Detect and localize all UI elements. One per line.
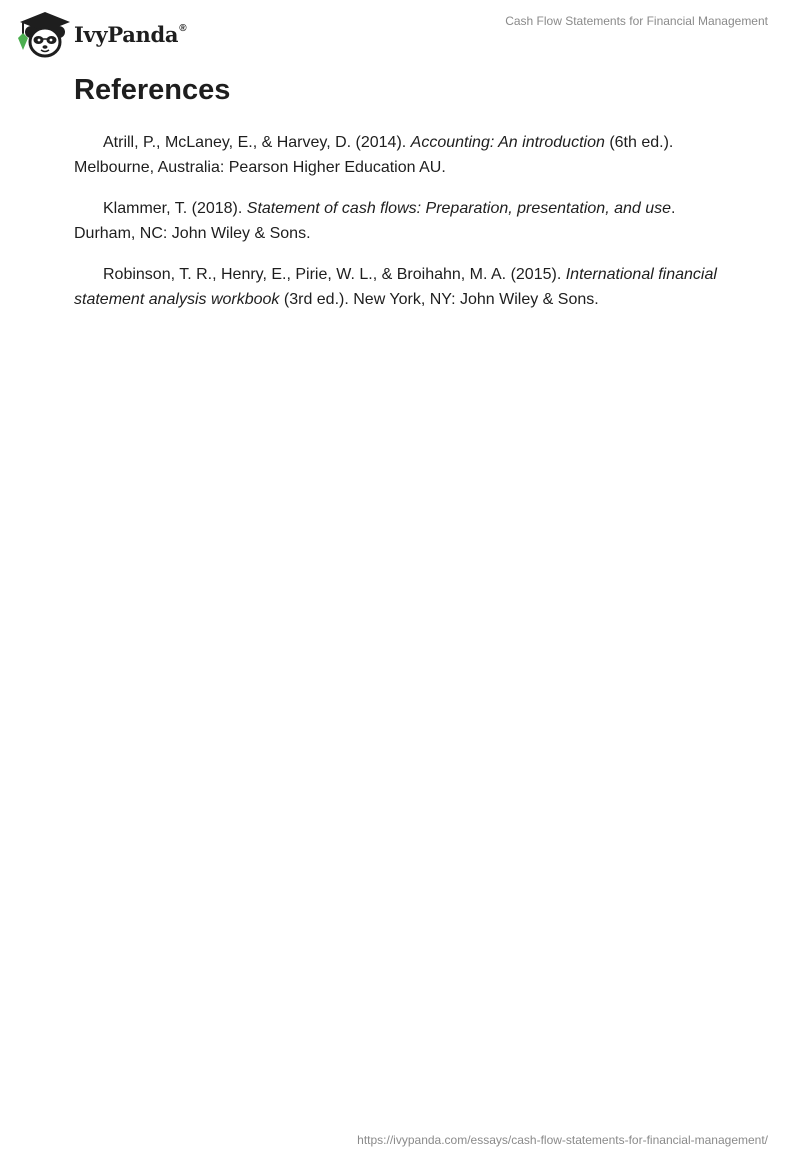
reference-entry <box>74 196 734 246</box>
brand-name: IvyPanda® <box>74 21 187 47</box>
page-header <box>0 0 800 64</box>
reference-authors: Klammer, T. (2018). <box>103 200 247 217</box>
reference-title: Statement of cash flows: Preparation, presentation, and use <box>246 200 672 217</box>
reference-authors: Atrill, P., McLaney, E., & Harvey, D. (2014). <box>103 134 411 151</box>
section-title: References <box>74 74 231 106</box>
reference-details: (6th ed.). Melbourne, Australia: Pearson Higher Education AU. <box>74 134 674 176</box>
reference-details: . Durham, NC: John Wiley & Sons. <box>74 200 676 242</box>
reference-title: International financial statement analysis workbook <box>74 266 717 308</box>
main-content <box>74 72 734 328</box>
reference-entry <box>74 130 734 180</box>
panda-graduate-icon <box>14 6 72 58</box>
reference-title: Accounting: An introduction <box>410 134 605 151</box>
registered-mark: ® <box>179 22 187 34</box>
reference-authors: Robinson, T. R., Henry, E., Pirie, W. L., & Broihahn, M. A. (2015). <box>103 266 566 283</box>
source-url-link[interactable]: https://ivypanda.com/essays/cash-flow-statements-for-financial-management/ <box>357 1133 768 1147</box>
reference-entry <box>74 262 734 312</box>
brand-logo[interactable] <box>14 6 186 58</box>
reference-details: (3rd ed.). New York, NY: John Wiley & Sons. <box>279 291 599 308</box>
document-title: Cash Flow Statements for Financial Management <box>505 14 768 28</box>
